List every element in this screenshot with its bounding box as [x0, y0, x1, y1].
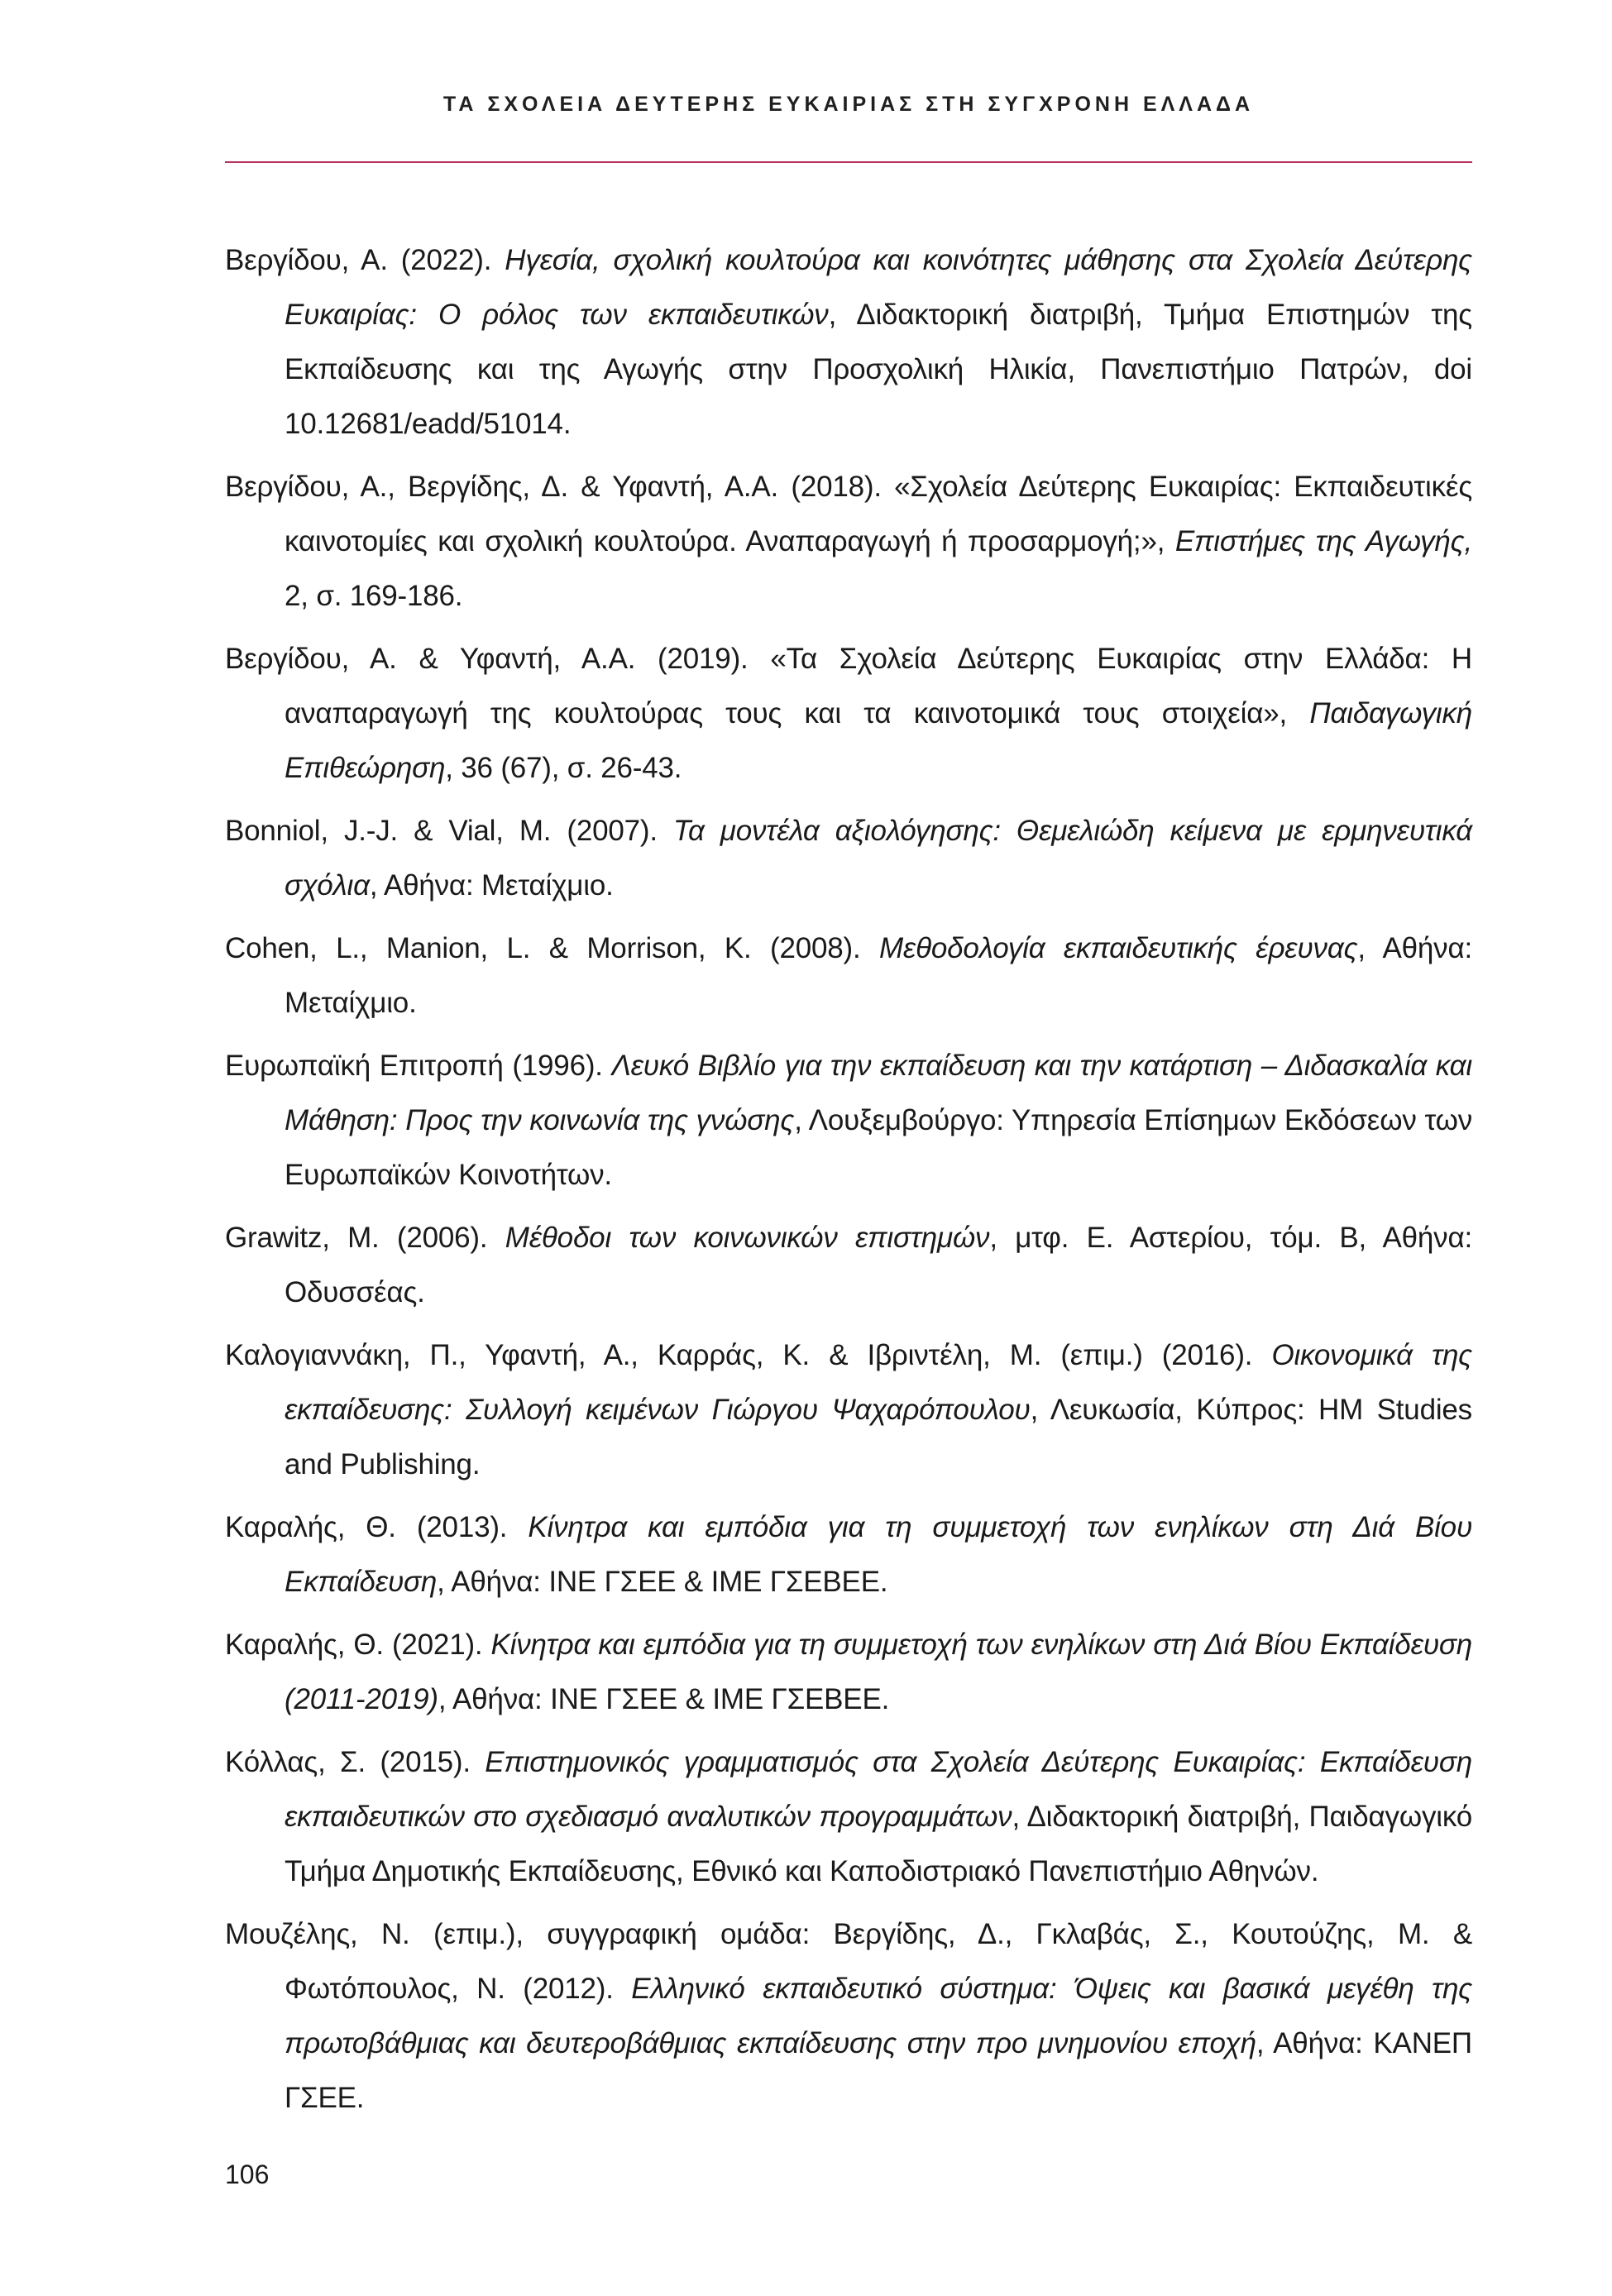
reference-entry: [225, 1618, 1472, 1727]
reference-title: Ελληνικό εκπαιδευτικό σύστημα: Όψεις και βασικά μεγέθη της πρωτοβάθμιας και δευτεροβάθμιας εκπαίδευσης στην προ μνημονίου εποχή: [285, 1973, 1473, 2059]
reference-entry: [225, 1328, 1472, 1492]
reference-title: Παιδαγωγική Επιθεώρηση: [285, 697, 1472, 784]
reference-entry: [225, 1735, 1472, 1899]
reference-title: Επιστημονικός γραμματισμός στα Σχολεία Δεύτερης Ευκαιρίας: Εκπαίδευση εκπαιδευτικών στο σχεδιασμό αναλυτικών προγραμμάτων: [285, 1746, 1472, 1833]
reference-details: , Αθήνα: Μεταίχμιο.: [369, 869, 614, 902]
reference-details: , μτφ. Ε. Αστερίου, τόμ. Β, Αθήνα: Οδυσσέας.: [285, 1222, 1472, 1308]
header-rule: [225, 161, 1472, 163]
reference-details: , Λευκωσία, Κύπρος: HM Studies and Publishing.: [285, 1394, 1472, 1480]
reference-authors: Καραλής, Θ. (2021).: [225, 1629, 491, 1661]
reference-title: Μεθοδολογία εκπαιδευτικής έρευνας: [878, 932, 1358, 964]
reference-details: , Αθήνα: ΚΑΝΕΠ ΓΣΕΕ.: [285, 2027, 1472, 2114]
reference-entry: [225, 233, 1472, 452]
reference-authors: Bonniol, J.-J. & Vial, M. (2007).: [225, 815, 673, 847]
reference-authors: Βεργίδου, Α. (2022).: [225, 244, 505, 276]
reference-entry: [225, 632, 1472, 796]
reference-title: Κίνητρα και εμπόδια για τη συμμετοχή των ενηλίκων στη Διά Βίου Εκπαίδευση: [285, 1511, 1472, 1598]
reference-title: Επιστήμες της Αγωγής,: [1174, 525, 1472, 557]
reference-title: Μέθοδοι των κοινωνικών επιστημών: [505, 1222, 990, 1254]
reference-title: Κίνητρα και εμπόδια για τη συμμετοχή των ενηλίκων στη Διά Βίου Εκπαίδευση (2011-2019): [285, 1629, 1472, 1715]
reference-entry: [225, 1500, 1472, 1610]
reference-authors: Κόλλας, Σ. (2015).: [225, 1746, 486, 1778]
reference-entry: [225, 1039, 1472, 1203]
reference-authors: Βεργίδου, Α. & Υφαντή, Α.Α. (2019). «Τα Σχολεία Δεύτερης Ευκαιρίας στην Ελλάδα: Η αναπαραγωγή της κουλτούρας τους και τα καινοτομικά τους στοιχεία»,: [225, 643, 1472, 729]
reference-authors: Ευρωπαϊκή Επιτροπή (1996).: [225, 1050, 612, 1082]
reference-details: , Λουξεμβούργο: Υπηρεσία Επίσημων Εκδόσεων των Ευρωπαϊκών Κοινοτήτων.: [285, 1104, 1472, 1191]
reference-details: , Αθήνα: Μεταίχμιο.: [285, 932, 1472, 1019]
reference-entry: [225, 804, 1472, 913]
reference-authors: Μουζέλης, Ν. (επιμ.), συγγραφική ομάδα: Βεργίδης, Δ., Γκλαβάς, Σ., Κουτούζης, Μ. & Φωτόπουλος, Ν. (2012).: [225, 1918, 1472, 2005]
reference-details: , Διδακτορική διατριβή, Τμήμα Επιστημών της Εκπαίδευσης και της Αγωγής στην Προσχολική Ηλικία, Πανεπιστήμιο Πατρών, doi 10.12681/eadd/51014.: [285, 299, 1472, 440]
reference-authors: Καλογιαννάκη, Π., Υφαντή, Α., Καρράς, Κ. & Ιβριντέλη, Μ. (επιμ.) (2016).: [225, 1339, 1272, 1371]
reference-authors: Grawitz, M. (2006).: [225, 1222, 505, 1254]
reference-title: Τα μοντέλα αξιολόγησης: Θεμελιώδη κείμενα με ερμηνευτικά σχόλια: [285, 815, 1472, 902]
reference-entry: [225, 460, 1472, 624]
reference-authors: Βεργίδου, Α., Βεργίδης, Δ. & Υφαντή, Α.Α. (2018). «Σχολεία Δεύτερης Ευκαιρίας: Εκπαιδευτικές καινοτομίες και σχολική κουλτούρα. Αναπαραγωγή ή προσαρμογή;»,: [225, 471, 1472, 557]
reference-details: , Αθήνα: ΙΝΕ ΓΣΕΕ & ΙΜΕ ΓΣΕΒΕΕ.: [438, 1683, 890, 1715]
reference-entry: [225, 921, 1472, 1031]
reference-details: 2, σ. 169-186.: [285, 580, 463, 612]
reference-entry: [225, 1907, 1472, 2126]
reference-details: , Διδακτορική διατριβή, Παιδαγωγικό Τμήμα Δημοτικής Εκπαίδευσης, Εθνικό και Καποδιστριακό Πανεπιστήμιο Αθηνών.: [285, 1801, 1472, 1887]
reference-authors: Cohen, L., Manion, L. & Morrison, K. (2008).: [225, 932, 879, 964]
reference-authors: Καραλής, Θ. (2013).: [225, 1511, 529, 1543]
reference-details: , Αθήνα: ΙΝΕ ΓΣΕΕ & ΙΜΕ ΓΣΕΒΕΕ.: [437, 1566, 888, 1598]
reference-list: [225, 233, 1472, 2134]
reference-title: Λευκό Βιβλίο για την εκπαίδευση και την κατάρτιση – Διδασκαλία και Μάθηση: Προς την κοινωνία της γνώσης: [285, 1050, 1473, 1136]
reference-title: Οικονομικά της εκπαίδευσης: Συλλογή κειμένων Γιώργου Ψαχαρόπουλου: [285, 1339, 1472, 1426]
reference-details: , 36 (67), σ. 26-43.: [445, 752, 682, 784]
running-header: ΤΑ ΣΧΟΛΕΙΑ ΔΕΥΤΕΡΗΣ ΕΥΚΑΙΡΙΑΣ ΣΤΗ ΣΥΓΧΡΟΝΗ ΕΛΛΑΔΑ: [442, 93, 1255, 116]
page-number: 106: [225, 2160, 270, 2189]
reference-title: Ηγεσία, σχολική κουλτούρα και κοινότητες μάθησης στα Σχολεία Δεύτερης Ευκαιρίας: Ο ρόλος των εκπαιδευτικών: [285, 244, 1472, 331]
reference-entry: [225, 1211, 1472, 1320]
